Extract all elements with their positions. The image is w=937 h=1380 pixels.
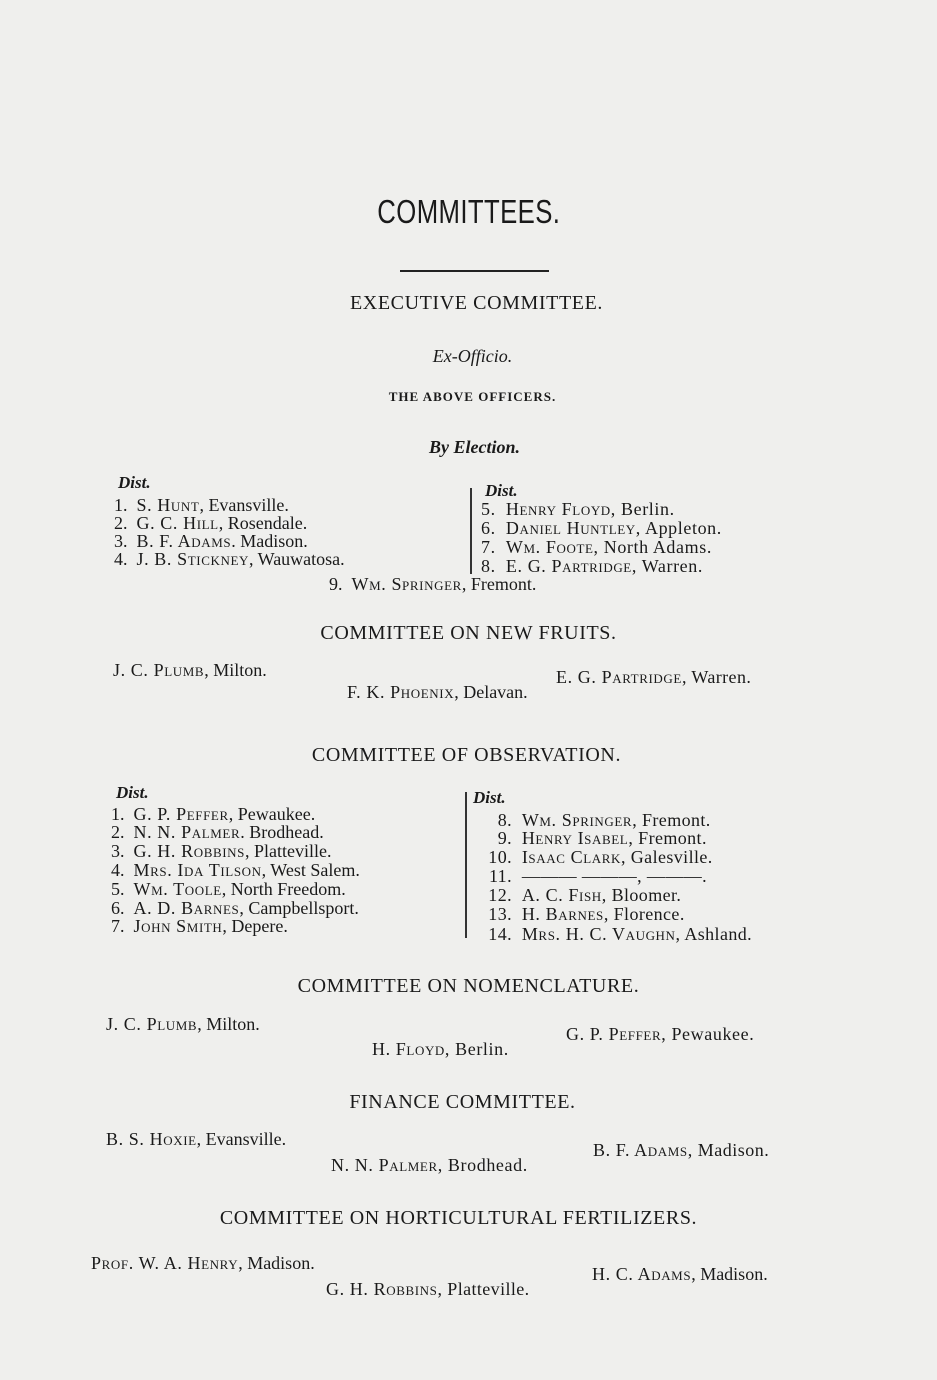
observation-column-divider bbox=[465, 792, 467, 938]
observation-committee-title: COMMITTEE OF OBSERVATION. bbox=[311, 744, 622, 766]
by-election-label: By Election. bbox=[429, 437, 520, 457]
executive-member: 6. Daniel Huntley, Appleton. bbox=[481, 518, 722, 538]
committee-member: Prof. W. A. Henry, Madison. bbox=[91, 1253, 315, 1273]
committee-member: B. F. Adams, Madison. bbox=[593, 1140, 770, 1160]
observation-member: 5. Wm. Toole, North Freedom. bbox=[111, 879, 346, 899]
committee-member: J. C. Plumb, Milton. bbox=[106, 1014, 260, 1034]
observation-member: 4. Mrs. Ida Tilson, West Salem. bbox=[111, 860, 360, 880]
observation-member: 10. Isaac Clark, Galesville. bbox=[488, 847, 713, 867]
page-title: COMMITTEES. bbox=[377, 193, 561, 230]
executive-left-dist-label: Dist. bbox=[118, 473, 151, 492]
committee-member: G. P. Peffer, Pewaukee. bbox=[566, 1024, 755, 1044]
observation-member: 3. G. H. Robbins, Platteville. bbox=[111, 841, 332, 861]
title-rule bbox=[400, 270, 549, 272]
committee-member: N. N. Palmer, Brodhead. bbox=[331, 1155, 528, 1175]
nomenclature-committee-title: COMMITTEE ON NOMENCLATURE. bbox=[297, 975, 640, 997]
committee-member: E. G. Partridge, Warren. bbox=[556, 667, 752, 687]
executive-member: 9. Wm. Springer, Fremont. bbox=[329, 574, 537, 594]
executive-member: 8. E. G. Partridge, Warren. bbox=[481, 556, 703, 576]
observation-member: 14. Mrs. H. C. Vaughn, Ashland. bbox=[488, 924, 753, 944]
observation-member: 11. ——— ———, ———. bbox=[488, 866, 708, 886]
ex-officio-label: Ex-Officio. bbox=[432, 346, 513, 366]
executive-member: 4. J. B. Stickney, Wauwatosa. bbox=[114, 549, 345, 569]
committee-member: F. K. Phoenix, Delavan. bbox=[347, 682, 528, 702]
committee-member: G. H. Robbins, Platteville. bbox=[326, 1279, 530, 1299]
observation-member: 1. G. P. Peffer, Pewaukee. bbox=[111, 804, 316, 824]
executive-member: 3. B. F. Adams. Madison. bbox=[114, 531, 308, 551]
executive-committee-title: EXECUTIVE COMMITTEE. bbox=[349, 292, 604, 314]
observation-left-dist-label: Dist. bbox=[116, 783, 149, 802]
observation-member: 12. A. C. Fish, Bloomer. bbox=[488, 885, 682, 905]
observation-member: 6. A. D. Barnes, Campbellsport. bbox=[111, 898, 359, 918]
observation-member: 7. John Smith, Depere. bbox=[111, 916, 288, 936]
new-fruits-committee-title: COMMITTEE ON NEW FRUITS. bbox=[320, 622, 617, 644]
executive-right-dist-label: Dist. bbox=[485, 481, 518, 500]
above-officers-note: THE ABOVE OFFICERS. bbox=[388, 389, 557, 404]
executive-member: 7. Wm. Foote, North Adams. bbox=[481, 537, 712, 557]
observation-member: 8. Wm. Springer, Fremont. bbox=[497, 810, 711, 830]
executive-member: 2. G. C. Hill, Rosendale. bbox=[114, 513, 308, 533]
fertilizers-committee-title: COMMITTEE ON HORTICULTURAL FERTILIZERS. bbox=[219, 1207, 698, 1229]
executive-column-divider bbox=[470, 488, 472, 574]
finance-committee-title: FINANCE COMMITTEE. bbox=[349, 1091, 576, 1113]
executive-member: 5. Henry Floyd, Berlin. bbox=[481, 499, 675, 519]
observation-member: 9. Henry Isabel, Fremont. bbox=[497, 828, 707, 848]
committee-member: H. C. Adams, Madison. bbox=[592, 1264, 768, 1284]
executive-member: 1. S. Hunt, Evansville. bbox=[114, 495, 289, 515]
observation-member: 2. N. N. Palmer. Brodhead. bbox=[111, 822, 324, 842]
observation-right-dist-label: Dist. bbox=[473, 788, 506, 807]
committee-member: H. Floyd, Berlin. bbox=[372, 1039, 509, 1059]
observation-member: 13. H. Barnes, Florence. bbox=[488, 904, 685, 924]
committee-member: J. C. Plumb, Milton. bbox=[113, 660, 267, 680]
committee-member: B. S. Hoxie, Evansville. bbox=[106, 1129, 287, 1149]
